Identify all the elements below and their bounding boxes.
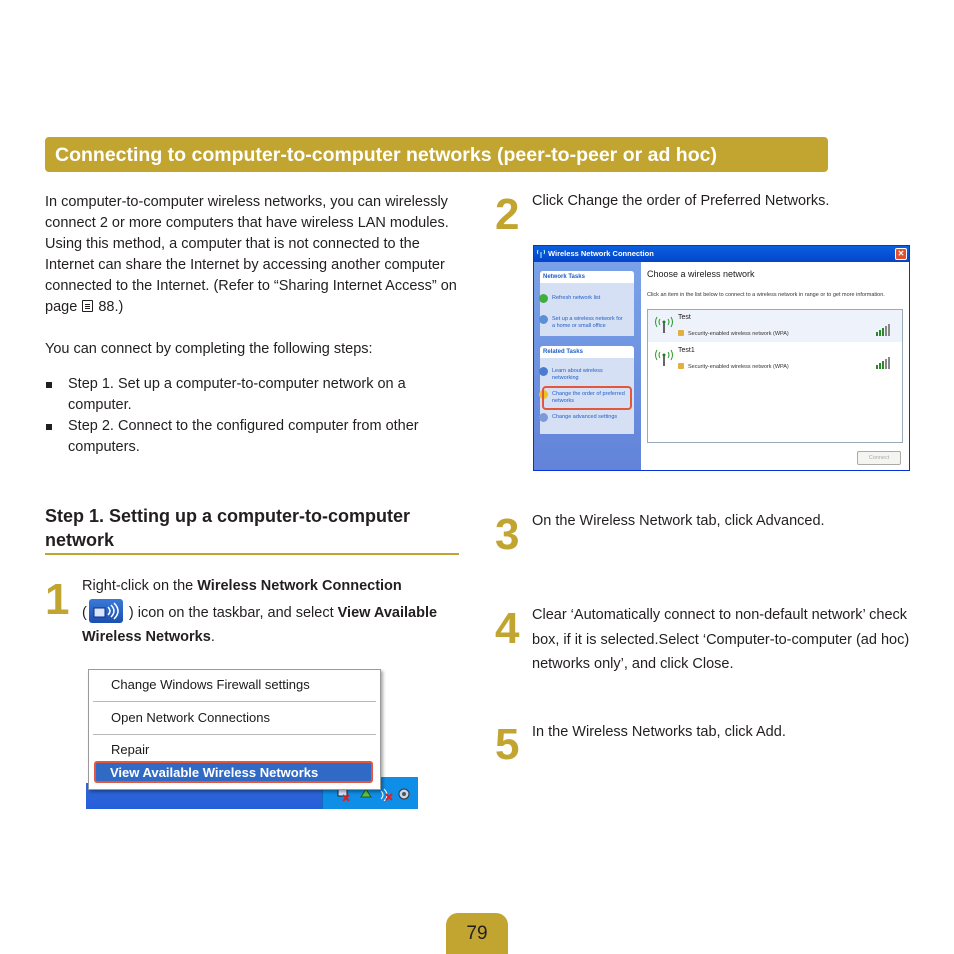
help-icon (539, 367, 548, 376)
step2-text: Click Change the order of Preferred Networks. (532, 193, 830, 209)
main-description: Click an item in the list below to connect to a wireless network in range or to get more information. (647, 292, 885, 298)
menu-item-repair[interactable]: Repair (111, 742, 150, 757)
step1-bold1: Wireless Network Connection (197, 578, 402, 594)
menu-item-change-firewall[interactable]: Change Windows Firewall settings (111, 677, 310, 692)
lock-icon (678, 363, 684, 369)
step1-part2: ( (82, 604, 87, 621)
signal-strength-icon (876, 357, 892, 369)
network-list (647, 309, 903, 443)
connect-button[interactable]: Connect (857, 451, 901, 465)
step1-part4: . (210, 629, 215, 645)
intro-page-ref: 88.) (98, 299, 124, 315)
main-title: Choose a wireless network (647, 269, 755, 279)
step-number-1: 1 (45, 575, 70, 624)
network-row[interactable] (648, 310, 902, 342)
link-change-advanced-settings[interactable]: Change advanced settings (552, 414, 618, 420)
wireless-antenna-icon (654, 316, 674, 334)
steps-bullet-list (45, 374, 465, 458)
wireless-antenna-icon (654, 349, 674, 367)
subheading: Step 1. Setting up a computer-to-computer network (45, 506, 411, 550)
network-name: Test (678, 314, 691, 321)
steps-lead-text: You can connect by completing the following steps: (45, 341, 373, 357)
lock-icon (678, 330, 684, 336)
intro-text: In computer-to-computer wireless networks, you can wirelessly connect 2 or more computers that have wireless LAN modules. Using this method, a computer that is not connected to the Internet can share the Internet by accessing another computer connected to the Internet. (Refer to “Sharing Internet Access” on page (45, 194, 457, 315)
menu-separator (93, 734, 376, 735)
bullet-text: Step 2. Connect to the configured computer from other computers. (68, 418, 419, 455)
step1-text (82, 574, 452, 650)
context-menu (88, 669, 381, 790)
subheading-rule (45, 553, 459, 555)
page-reference-icon (82, 300, 93, 312)
link-refresh-network-list[interactable]: Refresh network list (552, 295, 601, 301)
window-main-panel (641, 262, 909, 471)
step-number-2: 2 (495, 190, 520, 239)
window-titlebar (534, 246, 909, 262)
related-tasks-header: Related Tasks (540, 346, 634, 358)
step4-text: Clear ‘Automatically connect to non-default network’ check box, if it is selected.Select ‘Computer-to-computer (ad hoc) networks only’, and click Close. (532, 607, 910, 672)
window-title: Wireless Network Connection (548, 249, 654, 258)
intro-paragraph (45, 192, 465, 318)
network-row[interactable] (648, 343, 902, 375)
step3-text: On the Wireless Network tab, click Advanced. (532, 513, 825, 529)
setup-network-icon (539, 315, 548, 324)
bullet-item (45, 374, 465, 416)
wireless-network-tray-icon (89, 599, 123, 623)
task-sidebar (534, 262, 641, 471)
wireless-network-connection-window (533, 245, 910, 471)
step1-part3: ) icon on the taskbar, and select (124, 604, 338, 621)
section-title: Connecting to computer-to-computer networks (peer-to-peer or ad hoc) (55, 144, 717, 166)
step1-bold2: View Available Wireless Networks (82, 604, 438, 645)
wireless-antenna-icon (537, 249, 545, 258)
bullet-item (45, 416, 465, 458)
context-menu-screenshot (86, 669, 418, 809)
bullet-square-icon (46, 382, 52, 388)
section-header-bar (45, 137, 828, 172)
step-number-5: 5 (495, 720, 520, 769)
link-change-order-preferred[interactable]: Change the order of preferred networks (552, 391, 625, 404)
bullet-square-icon (46, 424, 52, 430)
close-button[interactable]: ✕ (895, 248, 907, 260)
step5-text: In the Wireless Networks tab, click Add. (532, 724, 786, 740)
volume-icon (397, 787, 411, 801)
link-learn-wireless[interactable]: Learn about wireless networking (552, 368, 603, 381)
menu-separator (93, 701, 376, 702)
network-security: Security-enabled wireless network (WPA) (688, 331, 789, 337)
settings-icon (539, 413, 548, 422)
network-tasks-header: Network Tasks (540, 271, 634, 283)
menu-item-open-network-connections[interactable]: Open Network Connections (111, 710, 270, 725)
menu-item-highlighted-label: View Available Wireless Networks (110, 765, 319, 780)
step-number-3: 3 (495, 510, 520, 559)
bullet-text: Step 1. Set up a computer-to-computer network on a computer. (68, 376, 406, 413)
page-number-tab (446, 913, 508, 954)
link-setup-wireless-network[interactable]: Set up a wireless network for a home or small office (552, 316, 623, 329)
refresh-icon (539, 294, 548, 303)
step-number-4: 4 (495, 604, 520, 653)
step1-part1: Right-click on the (82, 578, 198, 594)
network-security: Security-enabled wireless network (WPA) (688, 364, 789, 370)
menu-item-view-available-wireless-networks[interactable] (94, 761, 373, 783)
wireless-disconnected-icon (379, 787, 393, 801)
page-number: 79 (466, 923, 488, 944)
highlight-box (542, 386, 632, 410)
network-name: Test1 (678, 347, 695, 354)
signal-strength-icon (876, 324, 892, 336)
